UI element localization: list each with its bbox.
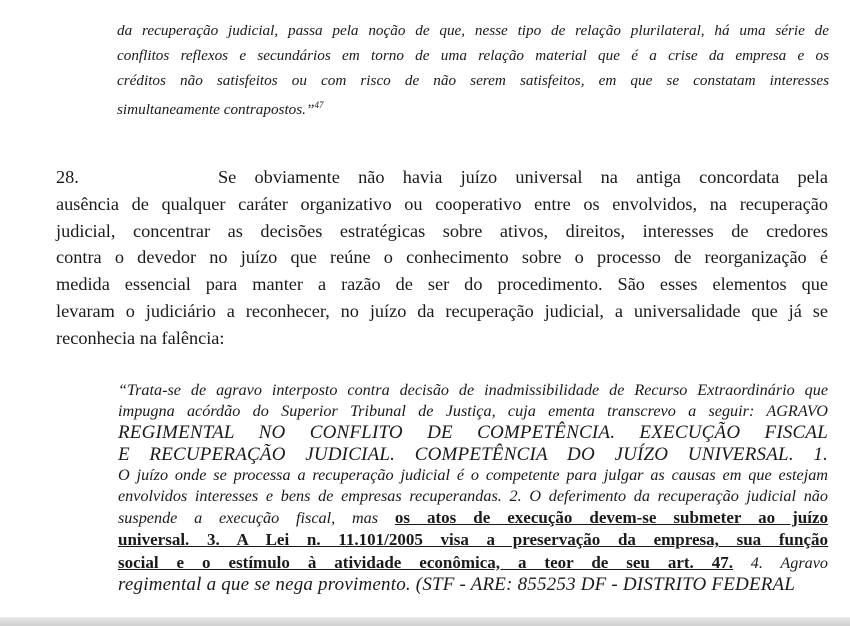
quote2-line: impugna acórdão do Superior Tribunal de Justiça, cuja ementa transcrevo a seguir: AGRAVO bbox=[118, 402, 828, 421]
quote2-line: regimental a que se nega provimento. (STF - ARE: 855253 DF - DISTRITO FEDERAL bbox=[118, 573, 796, 595]
quote1-line bbox=[117, 93, 829, 122]
paragraph-line: levaram o judiciário a reconhecer, no juízo da recuperação judicial, a universalidade que já se bbox=[56, 300, 828, 321]
quote2-line bbox=[118, 507, 828, 529]
paragraph-line: ausência de qualquer caráter organizativo ou cooperativo entre os envolvidos, na recuperação bbox=[56, 193, 828, 214]
footnote-marker[interactable]: 47 bbox=[314, 100, 324, 110]
quote2-text: 4. Agravo bbox=[750, 553, 828, 572]
page-bottom-edge bbox=[0, 617, 850, 626]
block-quote-2 bbox=[118, 380, 828, 595]
quote2-text: suspende a execução fiscal, mas bbox=[118, 509, 379, 528]
quote2-line bbox=[118, 529, 828, 551]
quote2-line: O juízo onde se processa a recuperação judicial é o competente para julgar as causas em que estejam bbox=[118, 465, 828, 484]
emphasized-text: os atos de execução devem-se submeter ao juízo bbox=[394, 508, 829, 528]
quote1-last-text: simultaneamente contrapostos.” bbox=[117, 101, 315, 118]
paragraph-line: contra o devedor no juízo que reúne o conhecimento sobre o processo de reorganização é bbox=[56, 247, 828, 268]
quote2-line bbox=[118, 552, 828, 574]
block-quote-1 bbox=[117, 18, 829, 122]
quote1-line: conflitos reflexos e secundários em torno de uma relação material que é a crise da empresa e os bbox=[117, 47, 829, 64]
quote2-line: E RECUPERAÇÃO JUDICIAL. COMPETÊNCIA DO JUÍZO UNIVERSAL. 1. bbox=[118, 443, 828, 465]
quote1-line: créditos não satisfeitos ou com risco de não serem satisfeitos, em que se constatam interesses bbox=[117, 72, 829, 89]
emphasized-text: social e o estímulo à atividade econômica, a teor de seu art. 47. bbox=[118, 552, 733, 572]
paragraph-28 bbox=[56, 164, 828, 352]
paragraph-line: medida essencial para manter a razão de ser do procedimento. São esses elementos que bbox=[56, 274, 828, 295]
quote2-line: REGIMENTAL NO CONFLITO DE COMPETÊNCIA. EXECUÇÃO FISCAL bbox=[118, 422, 828, 444]
paragraph-line: judicial, concentrar as decisões estratégicas sobre ativos, direitos, interesses de credores bbox=[56, 220, 828, 241]
paragraph-number: 28. bbox=[56, 167, 79, 187]
emphasized-text: universal. 3. A Lei n. 11.101/2005 visa a preservação da empresa, sua função bbox=[118, 530, 828, 550]
quote2-line: “Trata-se de agravo interposto contra decisão de inadmissibilidade de Recurso Extraordinário que bbox=[118, 381, 828, 399]
paragraph-line: reconhecia na falência: bbox=[56, 327, 225, 348]
paragraph-line bbox=[56, 164, 828, 191]
quote1-line: da recuperação judicial, passa pela noção de que, nesse tipo de relação plurilateral, há uma série de bbox=[117, 22, 829, 39]
paragraph-first-line: Se obviamente não havia juízo universal na antiga concordata pela bbox=[218, 167, 828, 187]
quote2-line: envolvidos interesses e bens de empresas recuperandas. 2. O deferimento da recuperação judicial não bbox=[118, 487, 828, 506]
